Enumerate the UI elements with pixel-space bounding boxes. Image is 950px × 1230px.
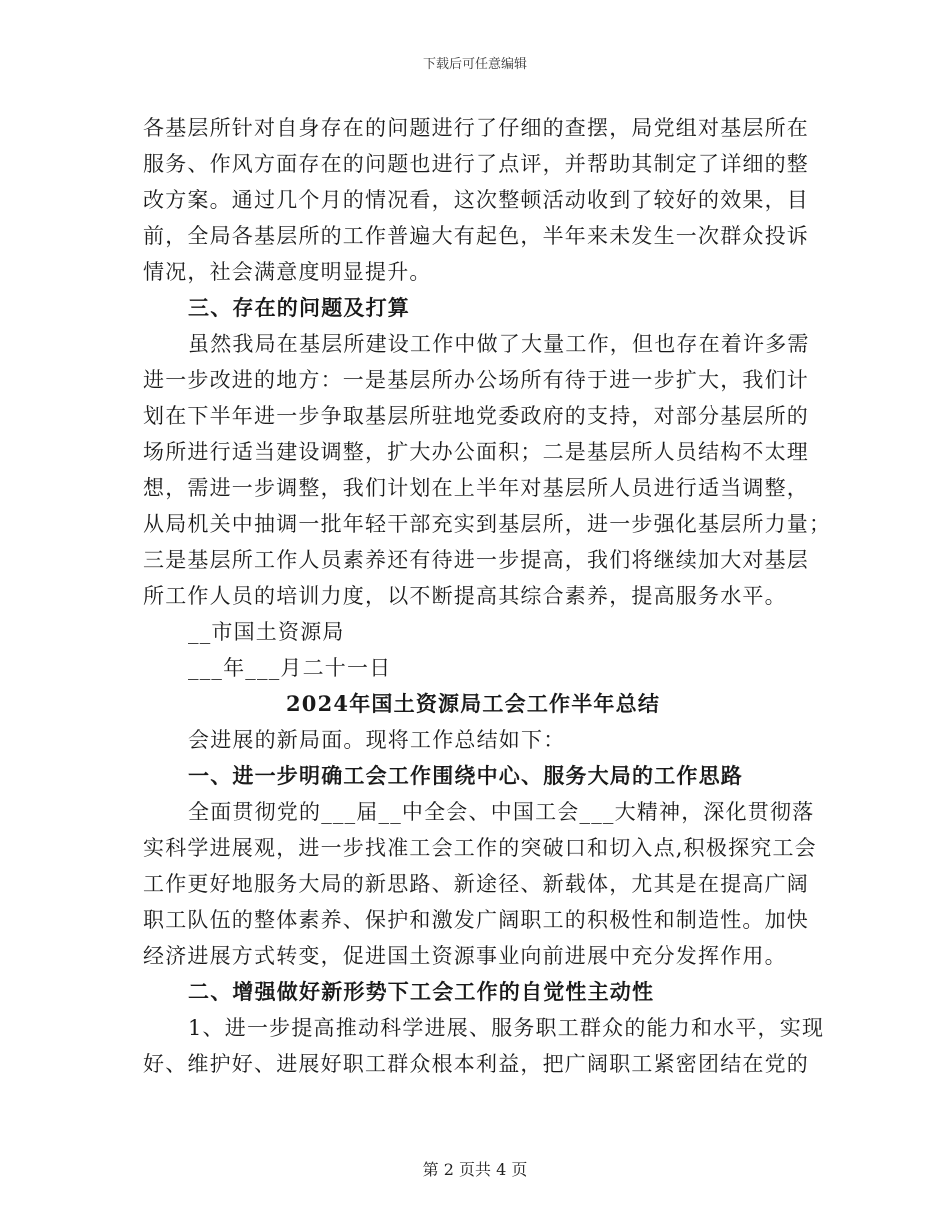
text-line: 职工队伍的整体素养、保护和激发广阔职工的积极性和制造性。加快 — [143, 908, 809, 932]
text-line: 1、进一步提高推动科学进展、服务职工群众的能力和水平，实现 — [188, 1016, 825, 1040]
section-heading: 二、增强做好新形势下工会工作的自觉性主动性 — [188, 979, 655, 1004]
text-line: 服务、作风方面存在的问题也进行了点评，并帮助其制定了详细的整 — [143, 152, 809, 176]
section-heading: 三、存在的问题及打算 — [188, 295, 410, 320]
page-footer: 第 2 页共 4 页 — [422, 1160, 528, 1179]
text-line: 全面贯彻党的___届__中全会、中国工会___大精神，深化贯彻落 — [188, 800, 815, 824]
text-line: 场所进行适当建设调整，扩大办公面积；二是基层所人员结构不太理 — [143, 440, 809, 464]
text-line: 进一步改进的地方：一是基层所办公场所有待于进一步扩大，我们计 — [143, 368, 809, 392]
text-line: 想，需进一步调整，我们计划在上半年对基层所人员进行适当调整， — [143, 476, 809, 500]
document-title: 2024年国土资源局工会工作半年总结 — [285, 691, 661, 716]
text-line: 工作更好地服务大局的新思路、新途径、新载体，尤其是在提高广阔 — [143, 872, 809, 896]
text-line: 所工作人员的培训力度，以不断提高其综合素养，提高服务水平。 — [143, 584, 787, 608]
text-line: 好、维护好、进展好职工群众根本利益，把广阔职工紧密团结在党的 — [143, 1052, 809, 1076]
text-line: 虽然我局在基层所建设工作中做了大量工作，但也存在着许多需 — [188, 332, 810, 356]
page-header: 下载后可任意编辑 — [422, 57, 527, 72]
text-line: 实科学进展观，进一步找准工会工作的突破口和切入点,积极探究工会 — [143, 836, 817, 860]
text-line: 改方案。通过几个月的情况看，这次整顿活动收到了较好的效果，目 — [143, 188, 809, 212]
text-line: 划在下半年进一步争取基层所驻地党委政府的支持，对部分基层所的 — [143, 404, 809, 428]
text-line: 情况，社会满意度明显提升。 — [143, 260, 432, 284]
text-line: 各基层所针对自身存在的问题进行了仔细的查摆，局党组对基层所在 — [143, 116, 809, 140]
text-line: 三是基层所工作人员素养还有待进一步提高，我们将继续加大对基层 — [143, 548, 809, 572]
text-line: 前，全局各基层所的工作普遍大有起色，半年来未发生一次群众投诉 — [143, 224, 809, 248]
section-heading: 一、进一步明确工会工作围绕中心、服务大局的工作思路 — [188, 763, 743, 788]
text-line: __市国土资源局 — [188, 620, 345, 644]
text-line: ___年___月二十一日 — [188, 656, 392, 680]
text-line: 从局机关中抽调一批年轻干部充实到基层所，进一步强化基层所力量； — [143, 512, 832, 536]
document-body — [143, 110, 832, 1082]
text-line: 会进展的新局面。现将工作总结如下： — [188, 728, 566, 752]
text-line: 经济进展方式转变，促进国土资源事业向前进展中充分发挥作用。 — [143, 944, 787, 968]
